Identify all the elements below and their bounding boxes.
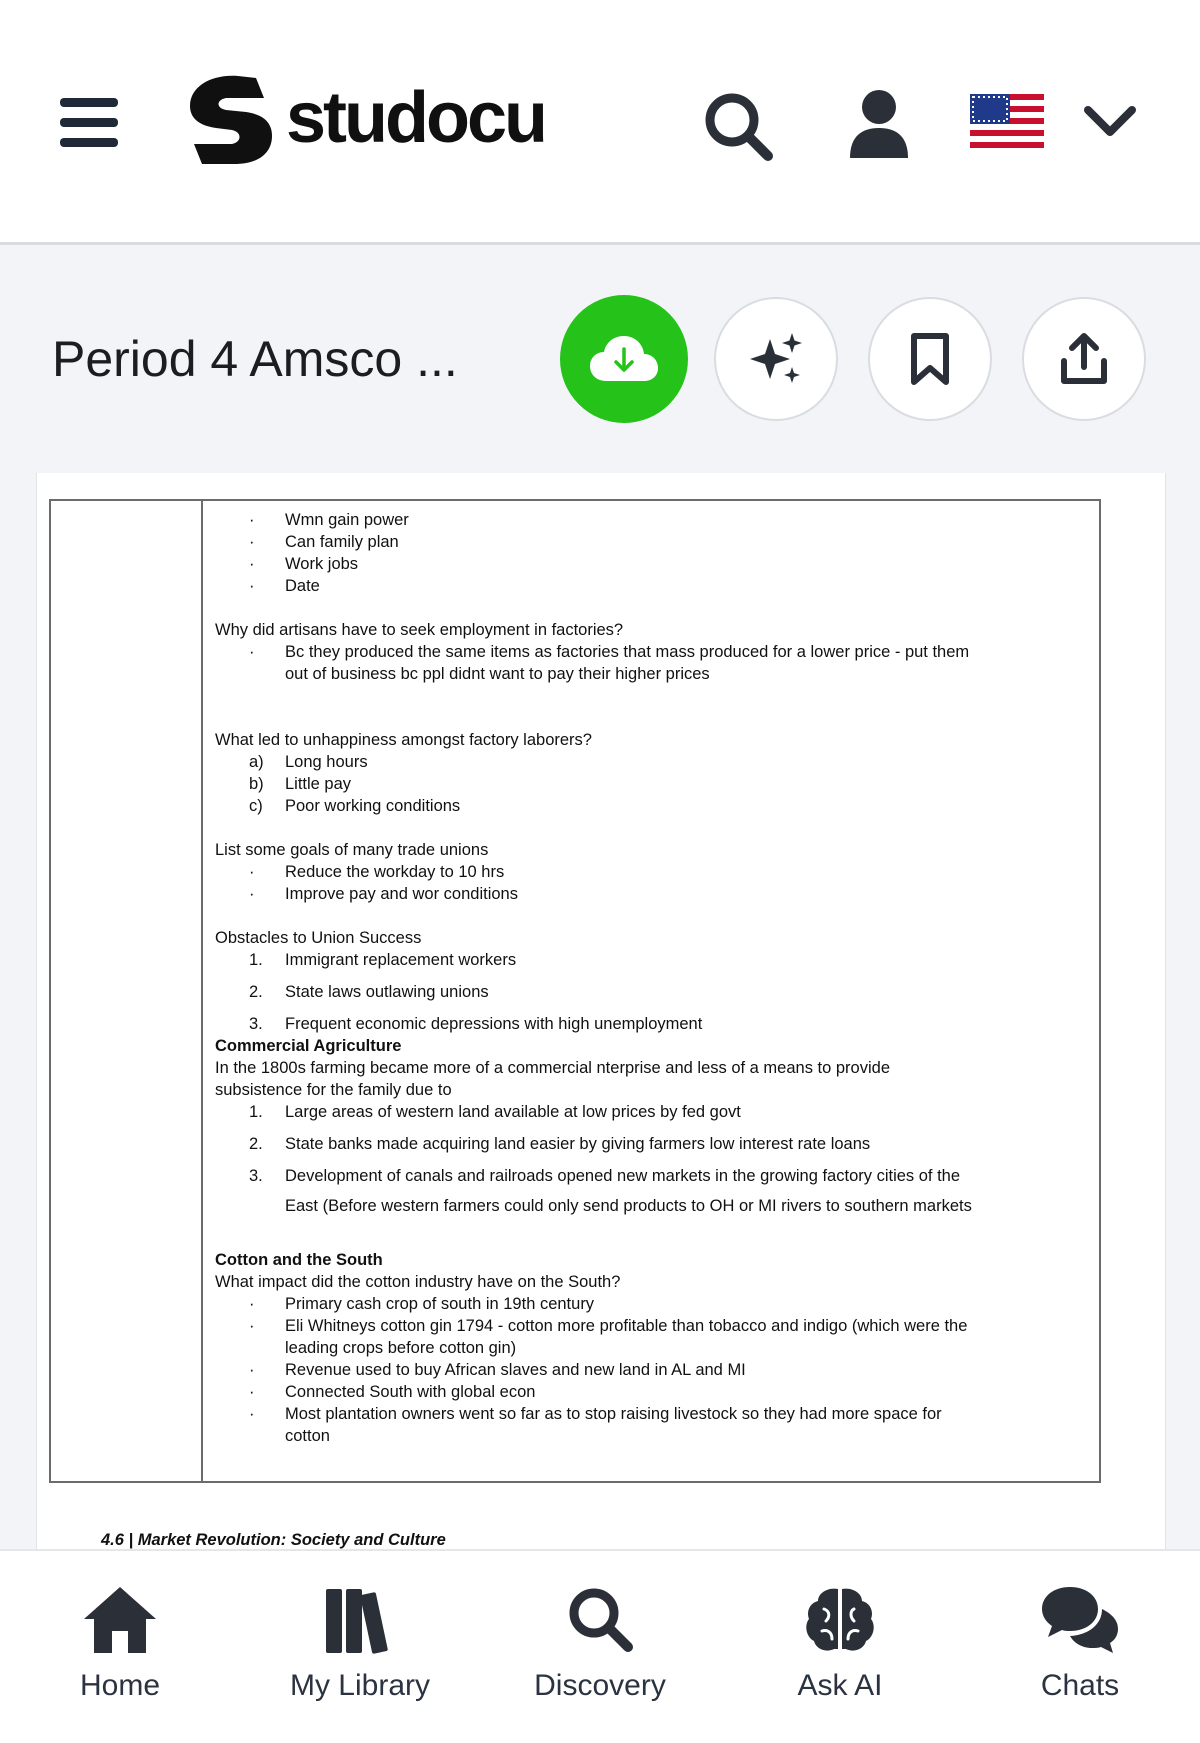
top-app-bar (0, 0, 1200, 245)
brain-icon (800, 1583, 880, 1657)
list-item: 1. Large areas of western land available at low prices by fed govt (249, 1103, 741, 1121)
section-heading-next: 4.6 | Market Revolution: Society and Culture (101, 1531, 446, 1549)
list-item: · Date (249, 577, 320, 595)
search-icon[interactable] (700, 88, 776, 164)
list-item: 2. State laws outlawing unions (249, 983, 489, 1001)
list-item: · Wmn gain power (249, 511, 409, 529)
nav-label: Home (79, 1669, 161, 1702)
list-item: b) Little pay (249, 775, 352, 793)
document-title-bar (0, 245, 1200, 473)
list-item: · Connected South with global econ (249, 1383, 536, 1401)
list-item: 2. State banks made acquiring land easier by giving farmers low interest rate loans (249, 1135, 871, 1153)
list-item: · Eli Whitneys cotton gin 1794 - cotton more profitable than tobacco and indigo (which were the leading crops before cotton gin) (249, 1317, 968, 1357)
list-item: c) Poor working conditions (249, 797, 461, 815)
question-obstacles: Obstacles to Union Success (215, 929, 422, 947)
hamburger-menu-icon[interactable] (60, 98, 118, 148)
list-item: 3. Development of canals and railroads opened new markets in the growing factory cities of the East (Before western farmers could only send products to OH or MI rivers to southern markets (249, 1167, 972, 1215)
list-item: · Reduce the workday to 10 hrs (249, 863, 505, 881)
list-item: a) Long hours (249, 753, 368, 771)
bookmark-button[interactable] (868, 297, 992, 421)
heading-commercial-agriculture: Commercial Agriculture (215, 1037, 402, 1055)
nav-label: Chats (1040, 1669, 1120, 1702)
nav-item-home[interactable] (0, 1551, 240, 1743)
document-title: Period 4 Amsco ... (52, 331, 458, 387)
list-item: · Bc they produced the same items as factories that mass produced for a lower price - put them out of business bc ppl didnt want to pay their higher prices (249, 643, 970, 683)
notes-table-content (215, 509, 1095, 1447)
share-icon (1058, 331, 1110, 387)
document-viewer[interactable] (0, 473, 1200, 1549)
question-union-goals: List some goals of many trade unions (215, 841, 489, 859)
us-flag-icon[interactable] (970, 94, 1044, 150)
list-item: · Improve pay and wor conditions (249, 885, 518, 903)
bottom-navigation (0, 1549, 1200, 1743)
nav-item-my-library[interactable] (240, 1551, 480, 1743)
bookmark-icon (908, 332, 952, 386)
notes-table-left-column (51, 501, 203, 1481)
question-unhappiness: What led to unhappiness amongst factory laborers? (215, 731, 592, 749)
user-icon[interactable] (846, 88, 912, 158)
list-item: · Most plantation owners went so far as to stop raising livestock so they had more space for cotton (249, 1405, 942, 1445)
brand-name: studocu (286, 78, 545, 158)
download-button[interactable] (560, 295, 688, 423)
question-artisans: Why did artisans have to seek employment in factories? (215, 621, 624, 639)
list-item: 1. Immigrant replacement workers (249, 951, 517, 969)
nav-item-chats[interactable] (960, 1551, 1200, 1743)
library-icon (320, 1583, 400, 1657)
document-page (36, 473, 1166, 1549)
nav-item-ask-ai[interactable] (720, 1551, 960, 1743)
nav-item-discovery[interactable] (480, 1551, 720, 1743)
nav-label: Discovery (534, 1669, 666, 1702)
list-item: · Revenue used to buy African slaves and new land in AL and MI (249, 1361, 746, 1379)
home-icon (80, 1583, 160, 1657)
notes-table (49, 499, 1101, 1483)
studocu-logo[interactable] (176, 72, 545, 172)
heading-cotton-south: Cotton and the South (215, 1251, 383, 1269)
nav-label: Ask AI (797, 1669, 883, 1702)
question-cotton: What impact did the cotton industry have on the South? (215, 1273, 621, 1291)
commercial-intro: In the 1800s farming became more of a commercial nterprise and less of a means to provide subsistence for the family due to (215, 1059, 891, 1099)
sparkle-ai-icon (746, 331, 806, 387)
ai-assist-button[interactable] (714, 297, 838, 421)
chevron-down-icon[interactable] (1082, 102, 1138, 142)
list-item: · Primary cash crop of south in 19th century (249, 1295, 595, 1313)
share-button[interactable] (1022, 297, 1146, 421)
list-item: · Can family plan (249, 533, 399, 551)
cloud-download-icon (588, 333, 660, 385)
chat-bubbles-icon (1040, 1583, 1120, 1657)
nav-label: My Library (289, 1669, 431, 1702)
studocu-logo-mark-icon (176, 72, 276, 172)
search-icon (560, 1583, 640, 1657)
list-item: 3. Frequent economic depressions with high unemployment (249, 1015, 703, 1033)
list-item: · Work jobs (249, 555, 359, 573)
